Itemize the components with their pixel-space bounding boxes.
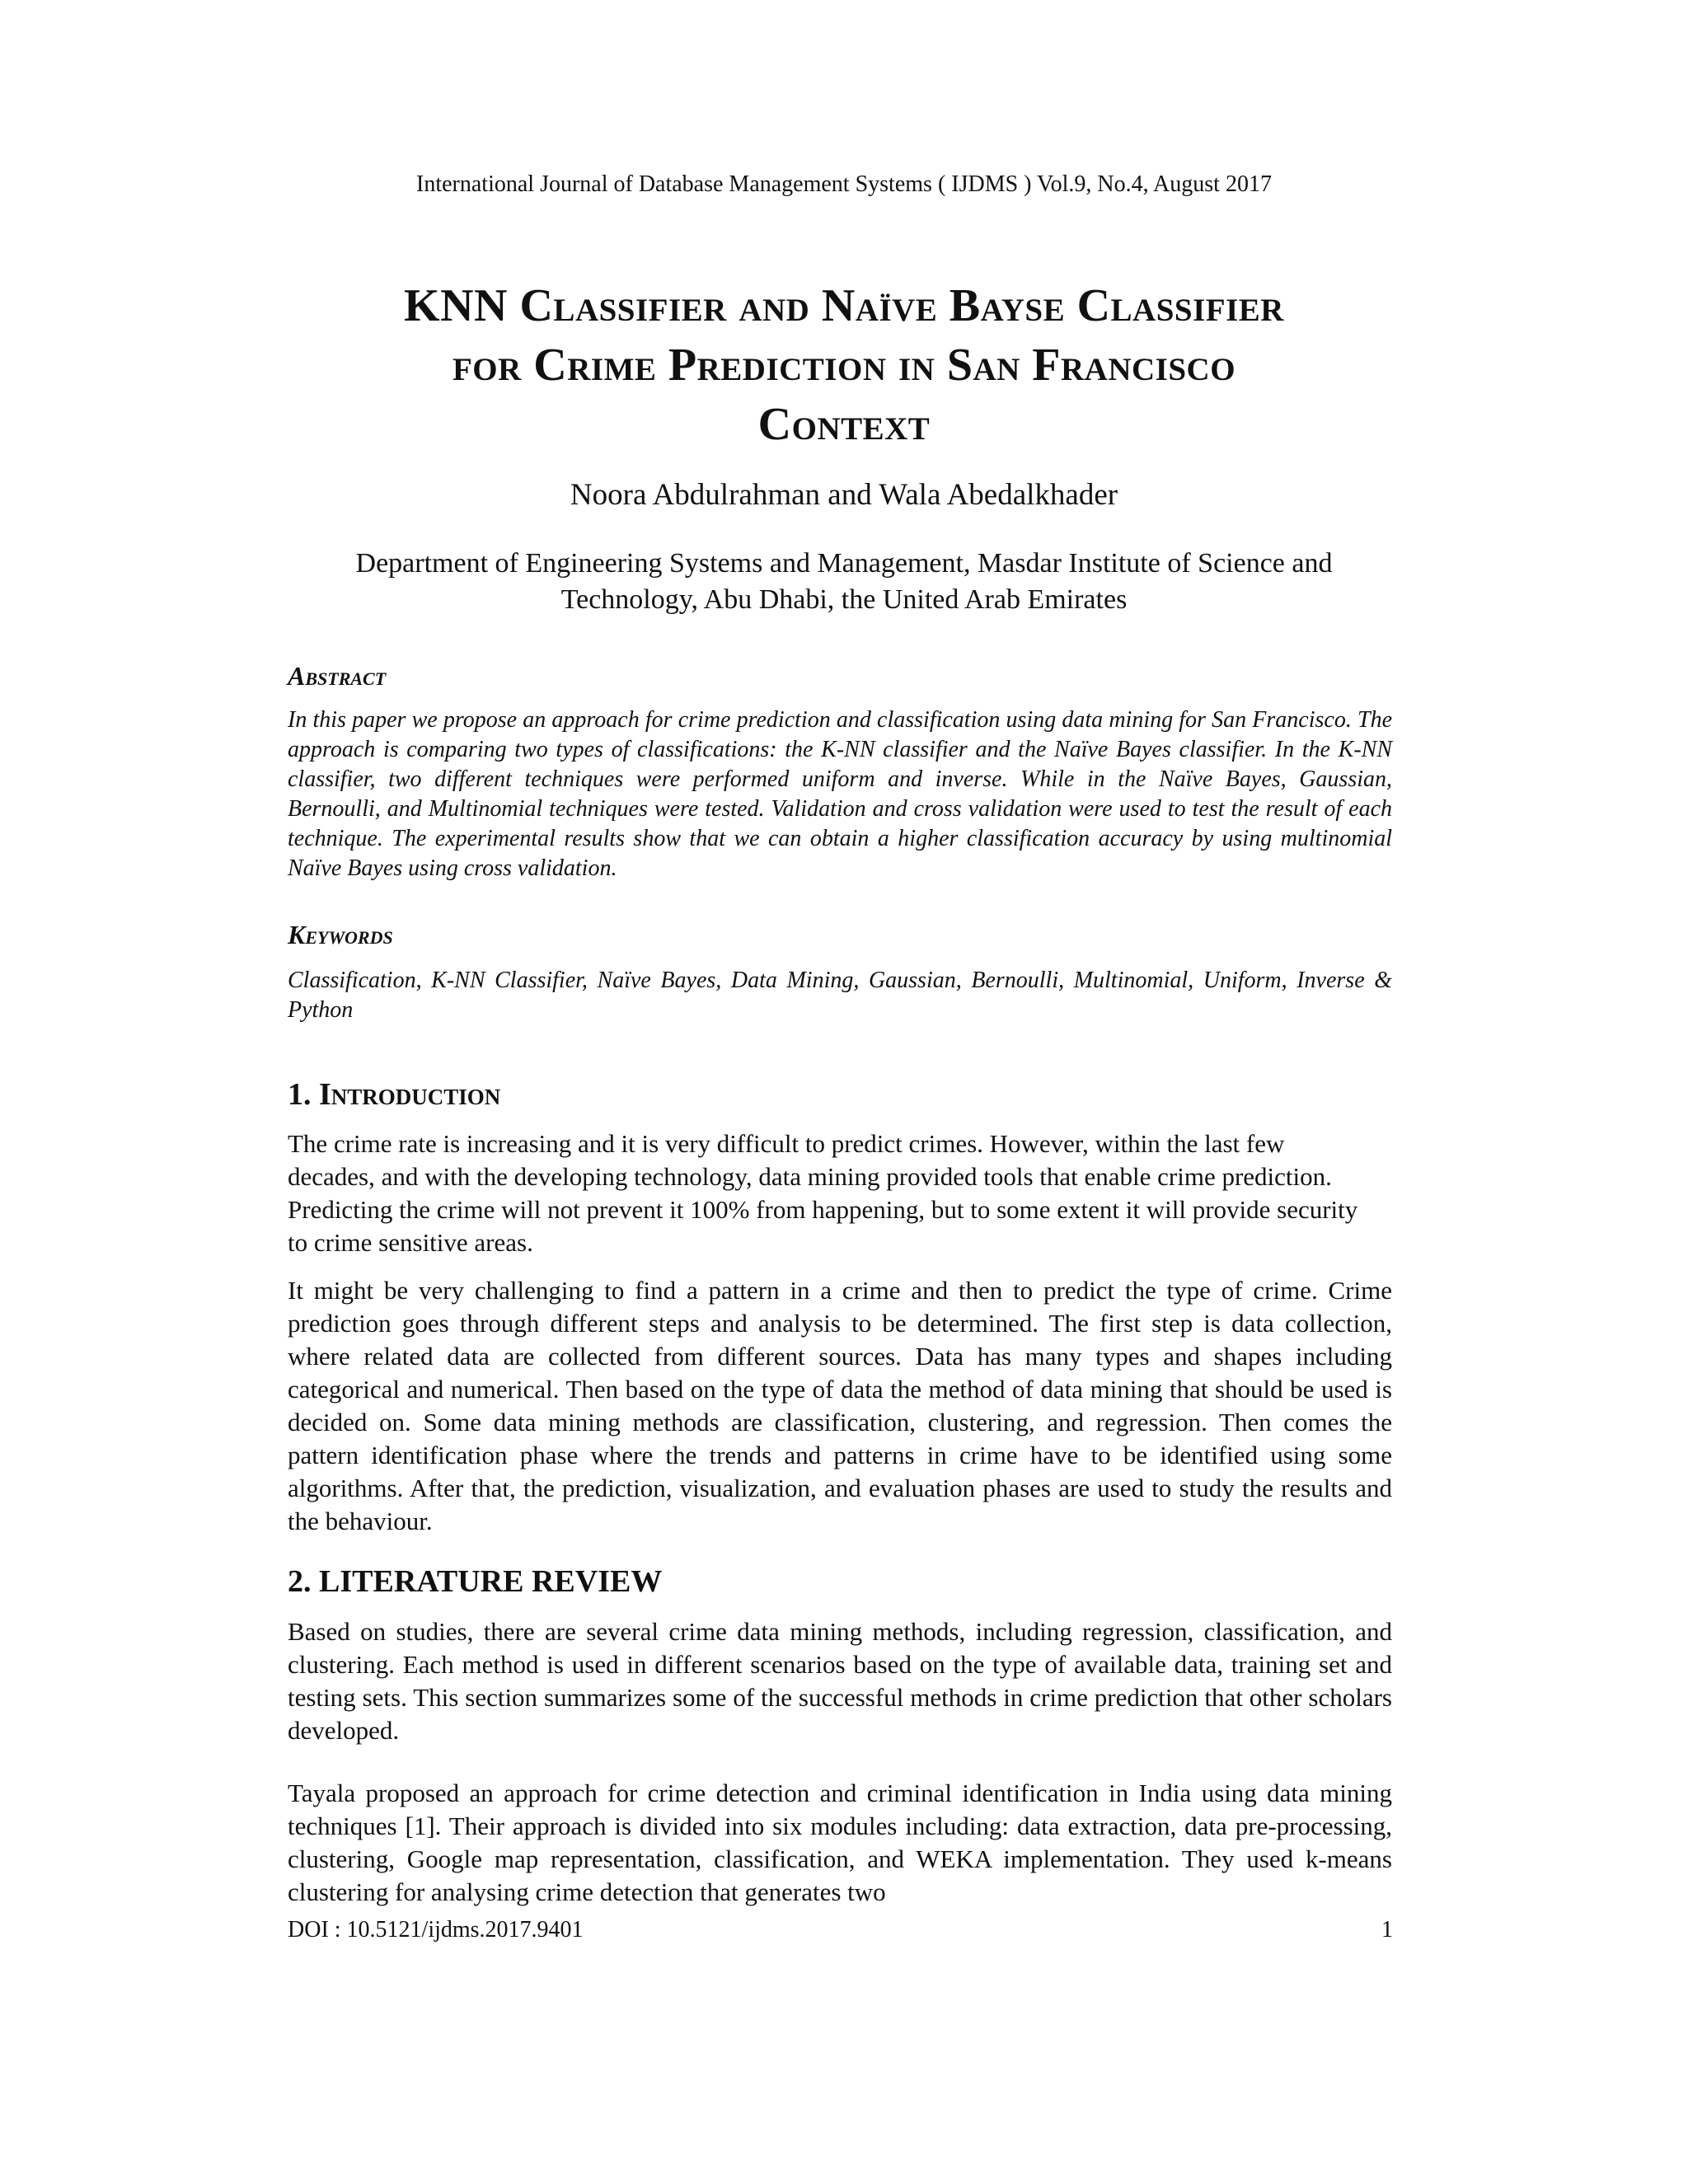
authors: Noora Abdulrahman and Wala Abedalkhader	[570, 478, 1118, 512]
title-line-1: KNN Classifier and Naïve Bayse Classifier	[404, 280, 1284, 331]
abstract-text: In this paper we propose an approach for crime prediction and classification using data mining for San Francisco. The approach is comparing two types of classifications: the K-NN classifier and the Naïve Bayes classifier. In the K-NN classifier, two different techniques were performed uniform and inverse. While in the Naïve Bayes, Gaussian, Bernoulli, and Multinomial techniques were tested. Validation and cross validation were used to test the result of each technique. The experimental results show that we can obtain a higher classification accuracy by using multinomial Naïve Bayes using cross validation.	[288, 707, 1392, 881]
affiliation	[272, 546, 1416, 618]
literature-review-paragraph-2: Tayala proposed an approach for crime detection and criminal identification in India using data mining techniques [1]. Their approach is divided into six modules including: data extraction, data pre-processing, clustering, Google map representation, classification, and WEKA implementation. They used k-means clustering for analysing crime detection that generates two	[288, 1779, 1392, 1906]
affiliation-line-1: Department of Engineering Systems and Management, Masdar Institute of Science and	[355, 548, 1333, 579]
title-line-3: Context	[757, 399, 931, 450]
introduction-paragraph-1: The crime rate is increasing and it is very difficult to predict crimes. However, within the last few decades, and with the developing technology, data mining provided tools that enable crime prediction. Predicting the crime will not prevent it 100% from happening, but to some extent it will provide security to crime sensitive areas.	[288, 1129, 1358, 1257]
introduction-paragraph-2: It might be very challenging to find a pattern in a crime and then to predict the type of crime. Crime prediction goes through different steps and analysis to be determined. The first step is data collection, where related data are collected from different sources. Data has many types and shapes including categorical and numerical. Then based on the type of data the method of data mining that should be used is decided on. Some data mining methods are classification, clustering, and regression. Then comes the pattern identification phase where the trends and patterns in crime have to be identified using some algorithms. After that, the prediction, visualization, and evaluation phases are used to study the results and the behaviour.	[288, 1276, 1392, 1535]
abstract-heading: Abstract	[288, 661, 387, 691]
running-header: International Journal of Database Management Systems ( IJDMS ) Vol.9, No.4, August 2017	[416, 171, 1272, 197]
footer-doi: DOI : 10.5121/ijdms.2017.9401	[288, 1917, 584, 1943]
literature-review-heading: 2. LITERATURE REVIEW	[288, 1564, 663, 1599]
introduction-heading: 1. Introduction	[288, 1077, 501, 1112]
keywords-heading: Keywords	[288, 920, 393, 949]
page-number: 1	[1381, 1917, 1393, 1943]
paper-title	[247, 276, 1441, 454]
title-line-2: for Crime Prediction in San Francisco	[452, 340, 1236, 391]
literature-review-paragraph-1: Based on studies, there are several crime data mining methods, including regression, classification, and clustering. Each method is used in different scenarios based on the type of available data, training set and testing sets. This section summarizes some of the successful methods in crime prediction that other scholars developed.	[288, 1617, 1392, 1745]
keywords-text: Classification, K-NN Classifier, Naïve Bayes, Data Mining, Gaussian, Bernoulli, Multinomial, Uniform, Inverse & Python	[288, 968, 1392, 1023]
affiliation-line-2: Technology, Abu Dhabi, the United Arab Emirates	[560, 584, 1128, 615]
